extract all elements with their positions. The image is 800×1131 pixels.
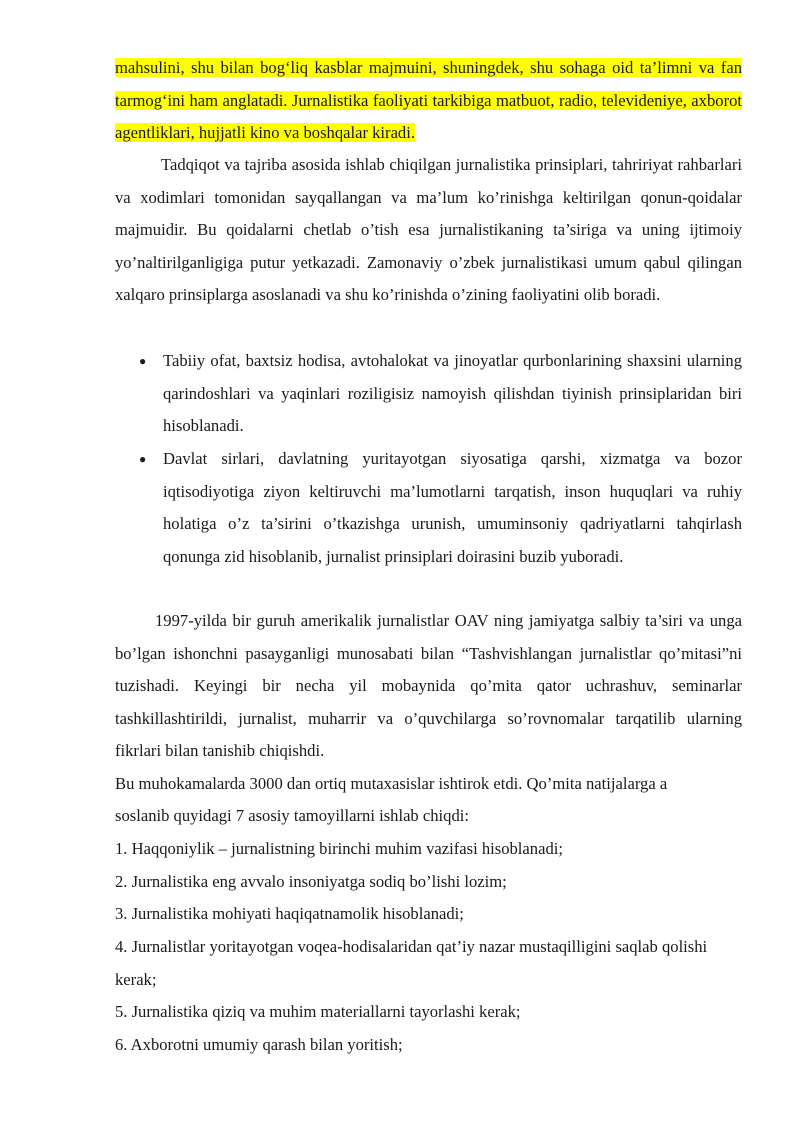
list-item: 5. Jurnalistika qiziq va muhim materiallarni tayorlashi kerak; bbox=[115, 1002, 521, 1021]
bullet-icon: ● bbox=[139, 452, 147, 466]
highlighted-text: mahsulini, shu bilan bog‘liq kasblar majmuini, shuningdek, shu sohaga oid ta’limni va fan tarmog‘ini ham anglatadi. Jurnalistika faoliyati tarkibiga matbuot, radio, televideniye, axborot agentliklari, hujjatli kino va boshqalar kiradi. bbox=[115, 58, 742, 143]
list-item: 6. Axborotni umumiy qarash bilan yoritish; bbox=[115, 1035, 403, 1054]
paragraph-1997-line: Bu muhokamalarda 3000 dan ortiq mutaxasislar ishtirok etdi. Qo’mita natijalarga a bbox=[115, 774, 668, 793]
bullet-text: Davlat sirlari, davlatning yuritayotgan siyosatiga qarshi, xizmatga va bozor iqtisodiyotiga ziyon keltiruvchi ma’lumotlarni tarqatish, inson huquqlari va ruhiy holatiga o’z ta’sirini o’tkazishga urunish, umuminsoniy qadriyatlarni tahqirlash qonunga zid hisoblanib, jurnalist prinsiplari doirasini buzib yuboradi. bbox=[163, 449, 742, 566]
list-item: 1. Haqqoniylik – jurnalistning birinchi muhim vazifasi hisoblanadi; bbox=[115, 839, 563, 858]
bullet-item bbox=[115, 443, 742, 573]
paragraph-principles: Tadqiqot va tajriba asosida ishlab chiqilgan jurnalistika prinsiplari, tahririyat rahbarlari va xodimlari tomonidan sayqallangan va ma’lum ko’rinishga keltirilgan qonun-qoidalar majmuidir. Bu qoidalarni chetlab o’tish esa jurnalistikaning ta’siriga va uning ijtimoiy yo’naltirilganligiga putur yetkazadi. Zamonaviy o’zbek jurnalistikasi umum qabul qilingan xalqaro prinsiplarga asoslanadi va shu ko’rinishda o’zining faoliyatini olib boradi. bbox=[115, 155, 742, 305]
highlighted-paragraph bbox=[115, 52, 742, 150]
paragraph-1997-line: soslanib quyidagi 7 asosiy tamoyillarni ishlab chiqdi: bbox=[115, 806, 469, 825]
paragraph-1997: 1997-yilda bir guruh amerikalik jurnalistlar OAV ning jamiyatga salbiy ta’siri va unga bo’lgan ishonchni pasayganligi munosabati bilan “Tashvishlangan jurnalistlar qo’mitasi”ni tuzishadi. Keyingi bir necha yil mobaynida qo’mita qator uchrashuv, seminarlar tashkillashtirildi, jurnalist, muharrir va o’quvchilarga so’rovnomalar tarqatilib ularning fikrlari bilan tanishib chiqishdi. bbox=[115, 611, 742, 761]
bullet-icon: ● bbox=[139, 354, 147, 368]
list-item: 2. Jurnalistika eng avvalo insoniyatga sodiq bo’lishi lozim; bbox=[115, 872, 507, 891]
bullet-item bbox=[115, 345, 742, 443]
list-item: 4. Jurnalistlar yoritayotgan voqea-hodisalaridan qat’iy nazar mustaqilligini saqlab qolishi kerak; bbox=[115, 937, 708, 989]
list-item: 3. Jurnalistika mohiyati haqiqatnamolik hisoblanadi; bbox=[115, 904, 464, 923]
bullet-text: Tabiiy ofat, baxtsiz hodisa, avtohalokat va jinoyatlar qurbonlarining shaxsini ularning qarindoshlari va yaqinlari roziligisiz namoyish qilishdan tiyinish prinsiplaridan biri hisoblanadi. bbox=[163, 351, 742, 436]
